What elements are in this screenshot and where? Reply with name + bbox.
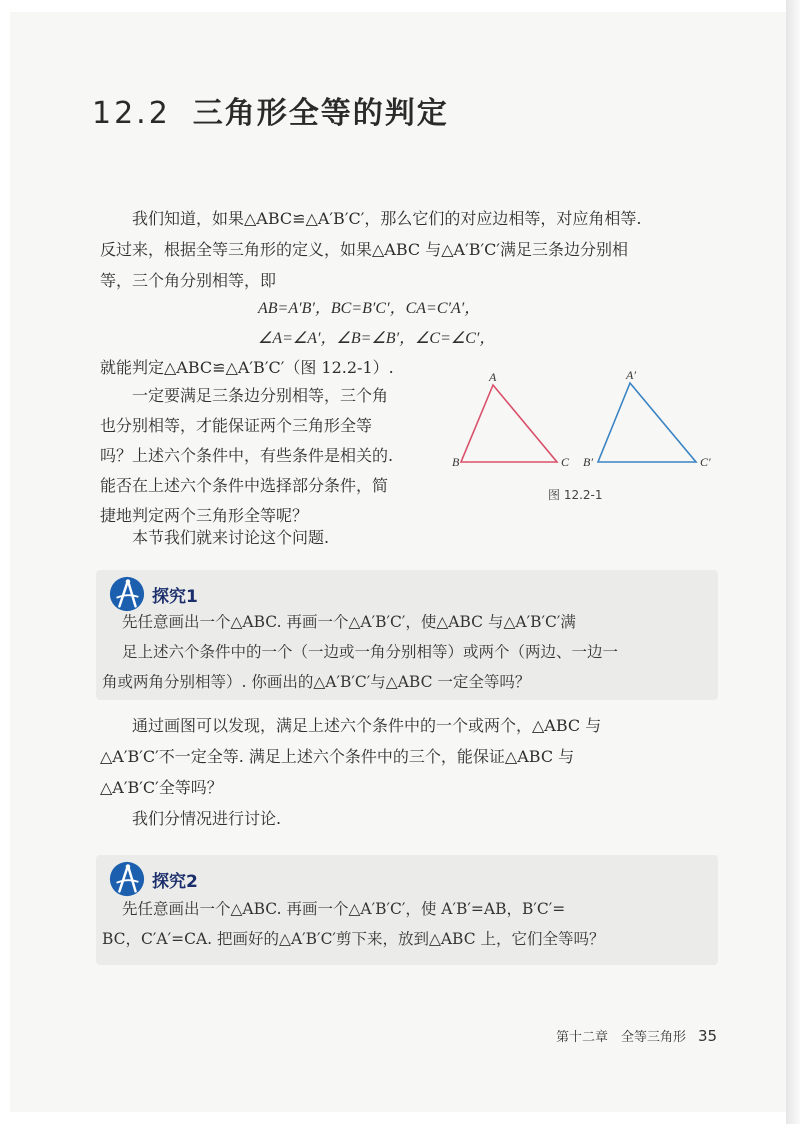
question-line-4: 能否在上述六个条件中选择部分条件，简 xyxy=(100,476,389,495)
label-a: A xyxy=(489,370,497,384)
label-b-prime: B′ xyxy=(583,455,593,469)
discussion-line-1: 通过画图可以发现，满足上述六个条件中的一个或两个，△ABC 与 xyxy=(132,716,602,735)
page-number: 35 xyxy=(698,1027,718,1045)
discussion-line-3: △A′B′C′全等吗？ xyxy=(100,778,223,797)
explore-2-title: 探究2 xyxy=(152,871,198,892)
discussion-next: 我们分情况进行讨论. xyxy=(132,809,282,828)
section-title-text: 三角形全等的判定 xyxy=(192,96,449,131)
explore-2-header xyxy=(108,861,198,897)
section-intro-line: 本节我们就来讨论这个问题. xyxy=(132,528,330,547)
label-c-prime: C′ xyxy=(700,455,711,469)
equation-angles: ∠A=∠A′，∠B=∠B′，∠C=∠C′， xyxy=(258,330,496,347)
intro-line-4: 就能判定△ABC≌△A′B′C′（图 12.2-1）. xyxy=(100,358,394,377)
intro-line-2: 反过来，根据全等三角形的定义，如果△ABC 与△A′B′C′满足三条边分别相 xyxy=(100,240,629,259)
question-line-5: 捷地判定两个三角形全等呢？ xyxy=(100,506,309,525)
label-c: C xyxy=(561,455,570,469)
triangle-a-prime-b-prime-c-prime xyxy=(598,383,696,462)
page-edge-shadow xyxy=(786,0,800,1124)
intro-line-1: 我们知道，如果△ABC≌△A′B′C′，那么它们的对应边相等，对应角相等. xyxy=(132,209,642,228)
section-number: 12.2 xyxy=(92,96,171,131)
explore-1-line-2: 足上述六个条件中的一个（一边或一角分别相等）或两个（两边、一边一 xyxy=(122,643,619,661)
intro-line-3: 等，三个角分别相等，即 xyxy=(100,271,277,290)
explore-1-line-3: 角或两角分别相等）. 你画出的△A′B′C′与△ABC 一定全等吗？ xyxy=(102,673,531,691)
triangle-abc xyxy=(461,385,557,462)
discussion-line-2: △A′B′C′不一定全等. 满足上述六个条件中的三个，能保证△ABC 与 xyxy=(100,747,575,766)
explore-box-1 xyxy=(96,570,718,700)
question-line-1: 一定要满足三条边分别相等，三个角 xyxy=(132,386,389,405)
page-footer xyxy=(556,1026,717,1045)
section-title xyxy=(92,88,449,132)
explore-1-line-1: 先任意画出一个△ABC. 再画一个△A′B′C′，使△ABC 与△A′B′C′满 xyxy=(122,613,576,631)
explore-2-line-1: 先任意画出一个△ABC. 再画一个△A′B′C′，使 A′B′=AB，B′C′= xyxy=(122,900,566,918)
figure-caption: 图 12.2-1 xyxy=(548,488,603,502)
equation-sides: AB=A′B′，BC=B′C′，CA=C′A′， xyxy=(258,300,481,317)
explore-2-line-2: BC，C′A′=CA. 把画好的△A′B′C′剪下来，放到△ABC 上，它们全等吗？ xyxy=(102,930,605,948)
question-line-2: 也分别相等，才能保证两个三角形全等 xyxy=(100,416,373,435)
explore-1-title: 探究1 xyxy=(152,586,198,607)
question-line-3: 吗？上述六个条件中，有些条件是相关的. xyxy=(100,446,394,465)
label-b: B xyxy=(452,455,460,469)
label-a-prime: A′ xyxy=(626,368,636,382)
explore-box-2 xyxy=(96,855,718,965)
chapter-name: 第十二章 全等三角形 xyxy=(556,1030,687,1045)
